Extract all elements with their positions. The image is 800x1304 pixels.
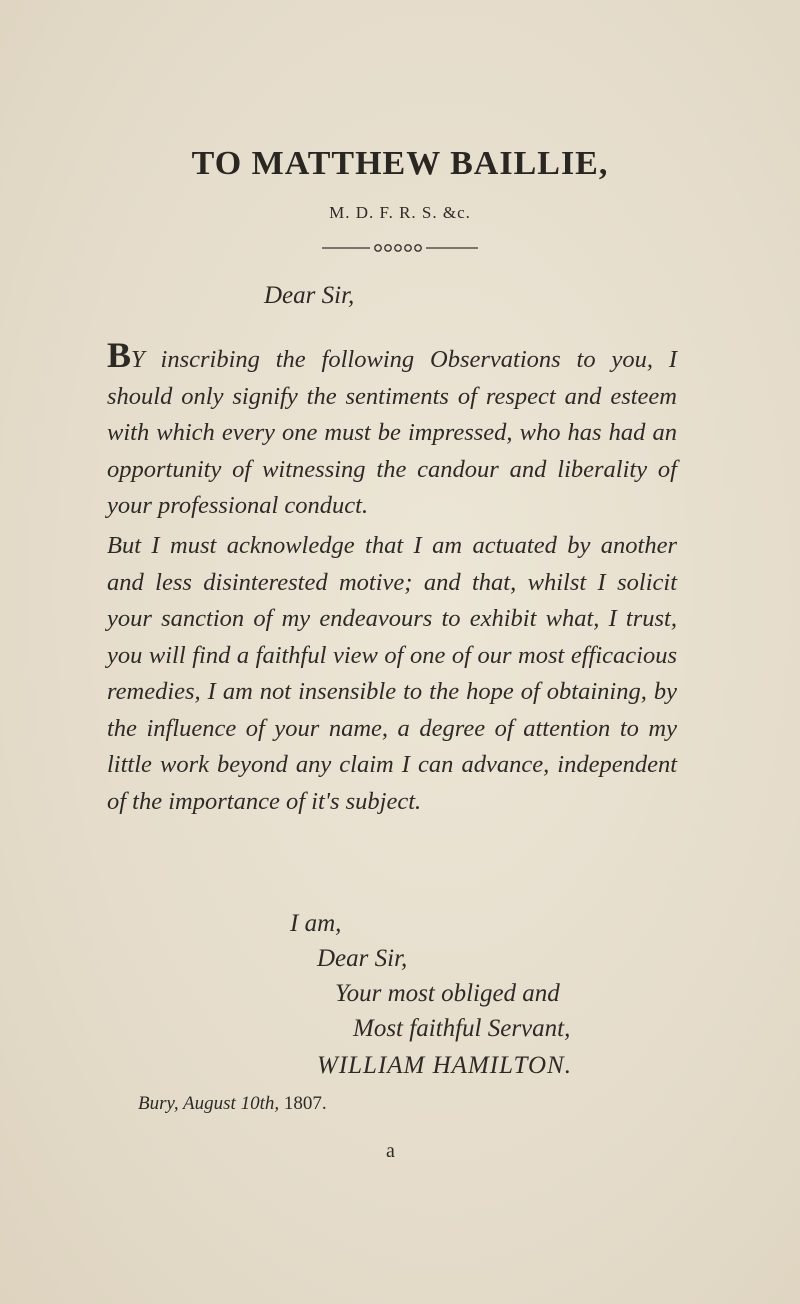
paragraph-1 [107, 337, 677, 525]
closing-line-3: Your most obliged and [335, 980, 560, 1007]
closing-line-1: I am, [290, 910, 342, 937]
ornament-divider [320, 240, 480, 256]
paragraph-1-text: Y inscribing the following Observations to you, I should only signify the sentiments of respect and esteem with which every one must be impressed, who has had an opportunity of witnessing the candour and liberality of your professional conduct. [107, 346, 677, 519]
dedication-subheading: M. D. F. R. S. &c. [329, 203, 471, 222]
paragraph-2: But I must acknowledge that I am actuated by another and less disinterested motive; and that, whilst I solicit your sanction of my endeavours to exhibit what, I trust, you will find a faithful view of one of our most efficacious remedies, I am not insensible to the hope of obtaining, by the influence of your name, a degree of attention to my little work beyond any claim I can advance, independent of the importance of it's subject. [107, 532, 677, 815]
drop-cap: B [107, 335, 132, 375]
dateline-place-date: Bury, August 10th, [138, 1093, 280, 1114]
closing-line-4: Most faithful Servant, [353, 1015, 571, 1042]
signature: WILLIAM HAMILTON. [317, 1052, 572, 1079]
dateline [138, 1093, 327, 1115]
dedication-heading: TO MATTHEW BAILLIE, [191, 145, 609, 182]
salutation: Dear Sir, [264, 282, 355, 309]
signature-mark: a [386, 1140, 395, 1162]
dateline-year: 1807. [283, 1093, 327, 1114]
closing-line-2: Dear Sir, [317, 945, 408, 972]
